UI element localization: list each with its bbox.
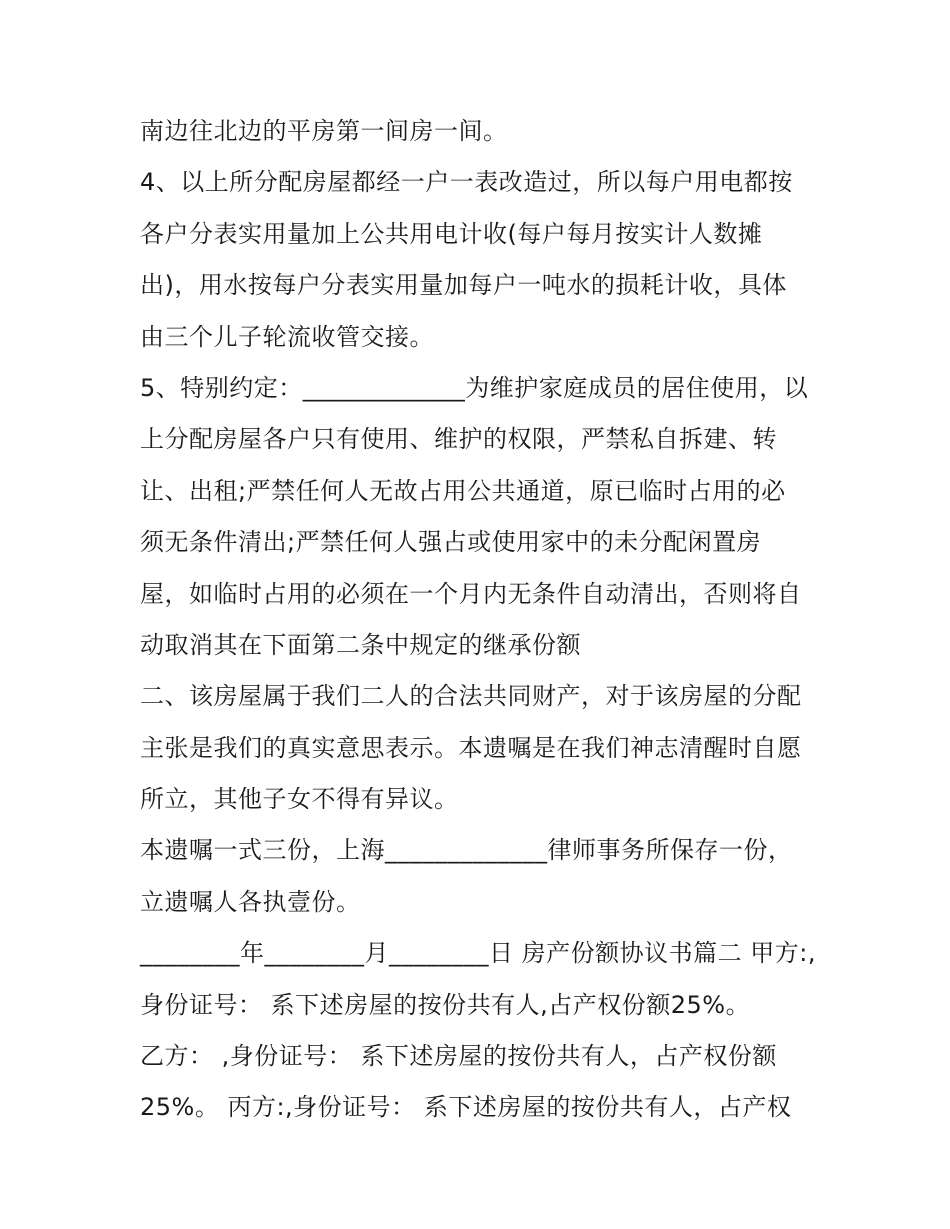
document-body [140, 106, 820, 1134]
text-line-15: 本遗嘱一式三份，上海_____________律师事务所保存一份， [140, 836, 793, 865]
text-line-16: 立遗嘱人各执壹份。 [140, 887, 361, 916]
text-line-14: 所立，其他子女不得有异议。 [140, 785, 459, 814]
text-line-2: 4、以上所分配房屋都经一户一表改造过，所以每户用电都按 [140, 168, 793, 197]
text-line-12: 二、该房屋属于我们二人的合法共同财产，对于该房屋的分配 [140, 682, 802, 711]
text-line-17: ________年________月________日 房产份额协议书篇二 甲方:, [140, 939, 816, 968]
text-line-11: 动取消其在下面第二条中规定的继承份额 [140, 630, 581, 659]
text-line-20: 25%。 丙方:,身份证号： 系下述房屋的按份共有人，占产权 [140, 1093, 792, 1122]
text-line-6: 5、特别约定：_____________为维护家庭成员的居住使用，以 [140, 373, 809, 402]
text-line-13: 主张是我们的真实意思表示。本遗嘱是在我们神志清醒时自愿 [140, 733, 802, 762]
text-line-5: 由三个儿子轮流收管交接。 [140, 322, 434, 351]
text-line-4: 出)，用水按每户分表实用量加每户一吨水的损耗计收，具体 [140, 271, 787, 300]
text-line-10: 屋，如临时占用的必须在一个月内无条件自动清出，否则将自 [140, 579, 802, 608]
text-line-18: 身份证号： 系下述房屋的按份共有人,占产权份额25%。 [140, 990, 751, 1019]
text-line-8: 让、出租;严禁任何人无故占用公共通道，原已临时占用的必 [140, 476, 786, 505]
text-line-3: 各户分表实用量加上公共用电计收(每户每月按实计人数摊 [140, 219, 763, 248]
text-line-9: 须无条件清出;严禁任何人强占或使用家中的未分配闲置房 [140, 528, 762, 557]
text-line-7: 上分配房屋各户只有使用、维护的权限，严禁私自拆建、转 [140, 425, 777, 454]
text-line-1: 南边往北边的平房第一间房一间。 [140, 117, 508, 145]
text-line-19: 乙方： ,身份证号： 系下述房屋的按份共有人，占产权份额 [140, 1042, 777, 1071]
